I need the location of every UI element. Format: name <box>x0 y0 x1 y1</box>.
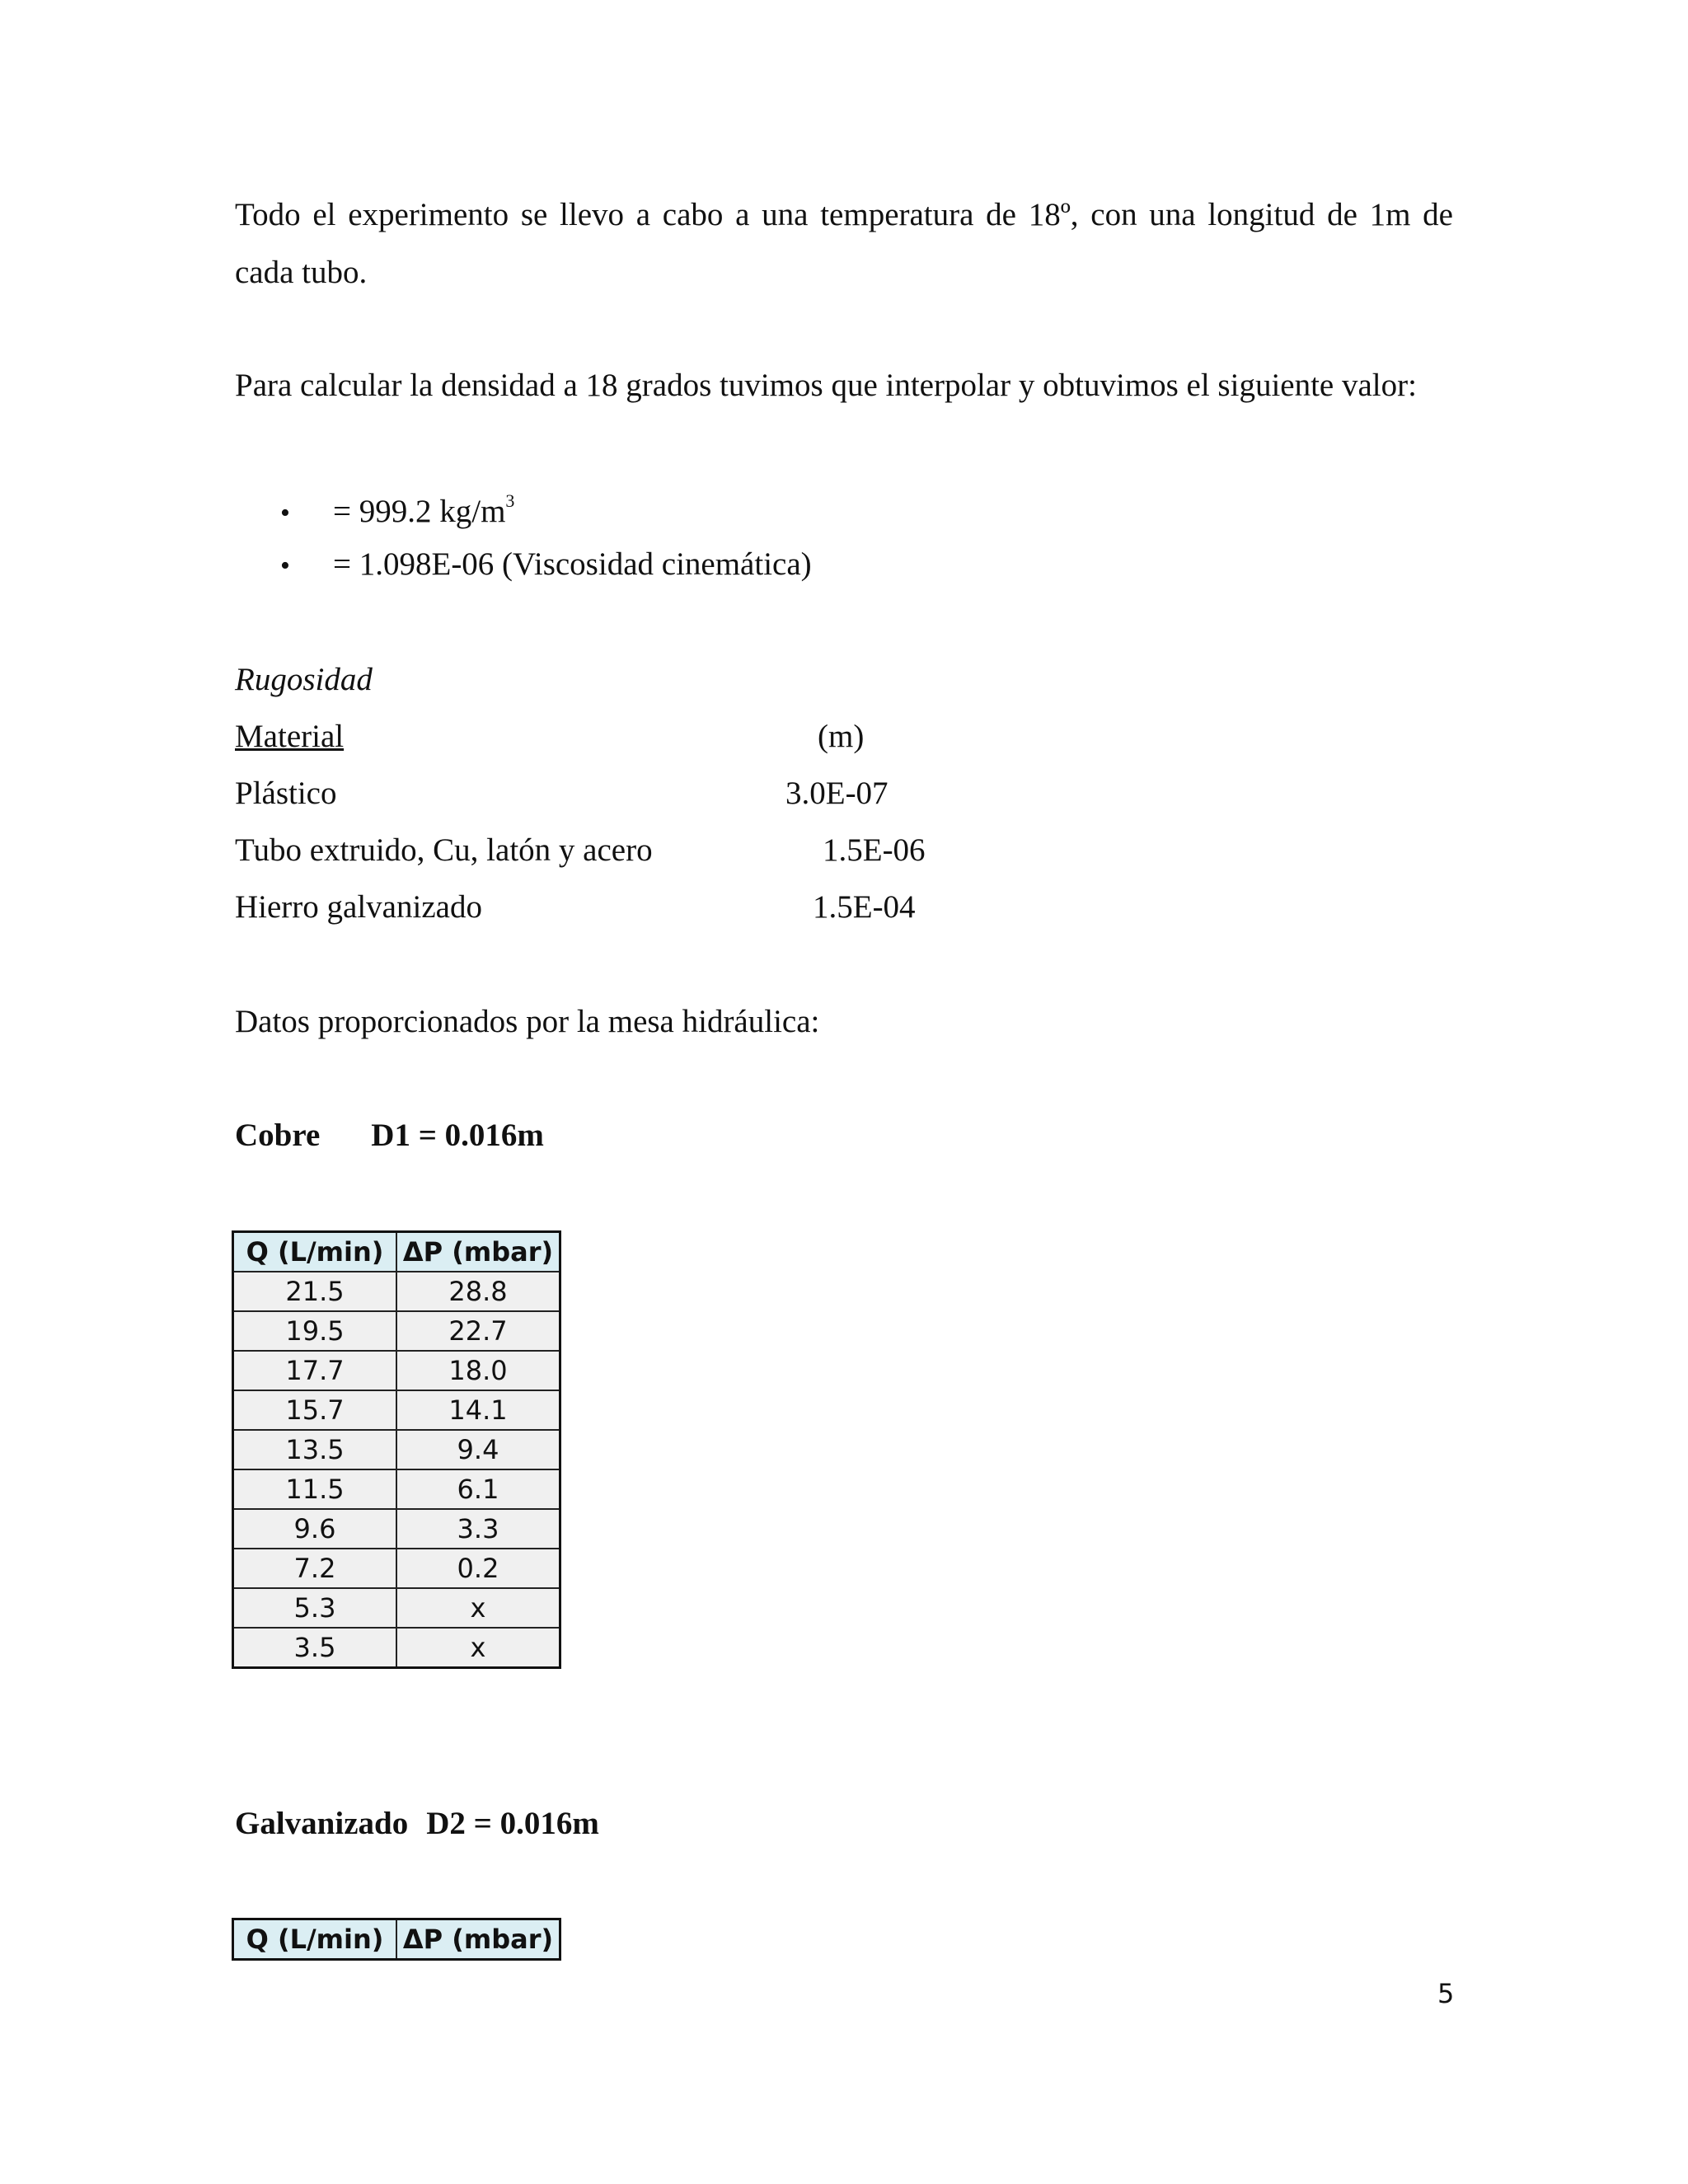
cell-flow: 13.5 <box>233 1430 397 1469</box>
cobre-diameter: D1 = 0.016m <box>371 1118 544 1153</box>
cell-flow: 9.6 <box>233 1509 397 1549</box>
cell-pressure-drop: x <box>396 1628 560 1668</box>
cell-flow: 17.7 <box>233 1351 397 1390</box>
table-row <box>233 1351 560 1390</box>
cell-pressure-drop: x <box>396 1588 560 1628</box>
cell-flow: 11.5 <box>233 1469 397 1509</box>
intro-paragraph-line-2: cada tubo. <box>235 255 368 290</box>
cell-pressure-drop: 18.0 <box>396 1351 560 1390</box>
cell-pressure-drop: 3.3 <box>396 1509 560 1549</box>
table-row <box>233 1588 560 1628</box>
cell-pressure-drop: 14.1 <box>396 1390 560 1430</box>
table-header-row <box>233 1919 560 1960</box>
cell-pressure-drop: 9.4 <box>396 1430 560 1469</box>
table-row <box>233 1272 560 1311</box>
column-header-pressure-drop: ΔP (mbar) <box>396 1919 560 1960</box>
rugosidad-row-material: Hierro galvanizado <box>235 889 482 925</box>
column-header-flow: Q (L/min) <box>233 1232 397 1272</box>
galvanizado-heading <box>235 1795 599 1853</box>
cell-flow: 3.5 <box>233 1628 397 1668</box>
rugosidad-row-material: Tubo extruido, Cu, latón y acero <box>235 832 653 868</box>
table-row <box>233 1549 560 1588</box>
density-intro-paragraph: Para calcular la densidad a 18 grados tuvimos que interpolar y obtuvimos el siguiente valor: <box>235 368 1417 403</box>
bullet-density <box>280 472 514 542</box>
bullet-superscript: 3 <box>505 490 515 511</box>
cell-flow: 19.5 <box>233 1311 397 1351</box>
column-header-pressure-drop: ΔP (mbar) <box>396 1232 560 1272</box>
intro-paragraph-line-1: Todo el experimento se llevo a cabo a una temperatura de 18º, con una longitud de 1m de <box>235 197 1453 232</box>
cell-pressure-drop: 22.7 <box>396 1311 560 1351</box>
table-header-row <box>233 1232 560 1272</box>
rugosidad-title: Rugosidad <box>235 662 373 697</box>
cobre-heading <box>235 1107 544 1165</box>
cell-flow: 7.2 <box>233 1549 397 1588</box>
column-header-flow: Q (L/min) <box>233 1919 397 1960</box>
table-row <box>233 1430 560 1469</box>
rugosidad-row-value: 3.0E-07 <box>785 776 889 811</box>
bullet-text: = 1.098E-06 (Viscosidad cinemática) <box>333 546 812 582</box>
page-number: 5 <box>1437 1978 1455 2009</box>
bullet-marker: • <box>280 551 290 581</box>
galvanizado-material-name: Galvanizado <box>235 1806 409 1841</box>
cell-flow: 15.7 <box>233 1390 397 1430</box>
cobre-material-name: Cobre <box>235 1118 321 1153</box>
rugosidad-row-material: Plástico <box>235 776 337 811</box>
cell-pressure-drop: 6.1 <box>396 1469 560 1509</box>
galvanizado-data-table <box>232 1918 561 1961</box>
rugosidad-header-unit: (m) <box>818 719 865 754</box>
rugosidad-row-value: 1.5E-06 <box>823 832 926 868</box>
cell-flow: 5.3 <box>233 1588 397 1628</box>
table-row <box>233 1469 560 1509</box>
cobre-data-table <box>232 1230 561 1669</box>
table-row <box>233 1509 560 1549</box>
bullet-viscosity <box>280 536 812 595</box>
bullet-marker: • <box>280 498 290 528</box>
data-intro-paragraph: Datos proporcionados por la mesa hidráulica: <box>235 1004 820 1039</box>
cell-flow: 21.5 <box>233 1272 397 1311</box>
galvanizado-diameter: D2 = 0.016m <box>426 1806 599 1841</box>
cell-pressure-drop: 28.8 <box>396 1272 560 1311</box>
rugosidad-row-value: 1.5E-04 <box>813 889 916 925</box>
table-row <box>233 1311 560 1351</box>
cell-pressure-drop: 0.2 <box>396 1549 560 1588</box>
bullet-text: = 999.2 kg/m <box>333 494 506 529</box>
table-row <box>233 1390 560 1430</box>
table-row <box>233 1628 560 1668</box>
rugosidad-header-material: Material <box>235 719 345 754</box>
